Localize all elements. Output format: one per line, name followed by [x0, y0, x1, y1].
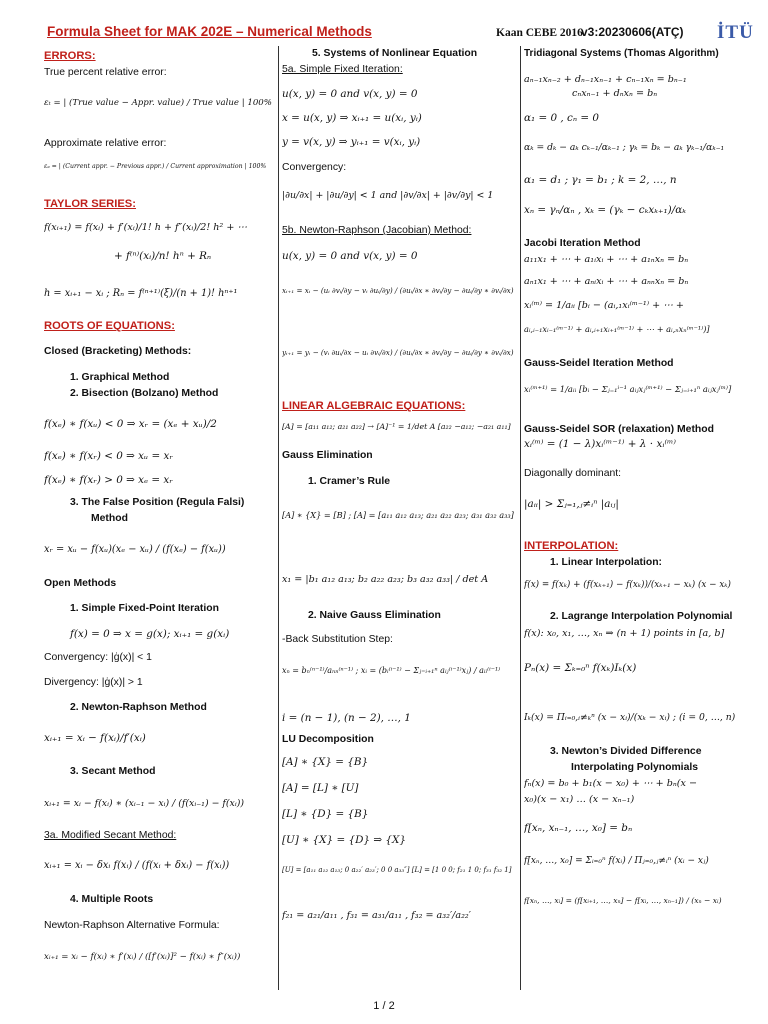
cramers-formula-1: [A] ∗ {X} = [B] ; [A] = [a₁₁ a₁₂ a₁₃; a₂₁ a₂₂ a₂₃; a₃₁ a₃₂ a₃₃]: [282, 510, 514, 520]
lu-decomposition-label: LU Decomposition: [282, 734, 374, 745]
multiple-roots-method: 4. Multiple Roots: [70, 894, 154, 905]
column-divider-1: [278, 46, 279, 990]
newton-dd-formula-5: f[xₙ, …, xᵢ] = (f[xᵢ₊₁, …, xₙ] − f[xᵢ, …, xₙ₋₁]) / (xₙ − xᵢ): [524, 896, 722, 905]
fixed-point-method: 1. Simple Fixed-Point Iteration: [70, 603, 219, 614]
thomas-formula-4: αₖ = dₖ − aₖ cₖ₋₁/αₖ₋₁ ; γₖ = bₖ − aₖ γₖ₋₁/αₖ₋₁: [524, 142, 725, 153]
page-header: [44, 24, 756, 46]
gauss-elimination-label: Gauss Elimination: [282, 450, 373, 461]
bisection-formula-3: f(xₑ) ∗ f(xᵣ) > 0 ⇒ xₑ = xᵣ: [44, 474, 173, 486]
closed-methods-label: Closed (Bracketing) Methods:: [44, 346, 192, 357]
lu-formula-6: f₂₁ = a₂₁/a₁₁ , f₃₁ = a₃₁/a₁₁ , f₃₂ = a₃₂′/a₂₂′: [282, 910, 471, 921]
interpolation-heading: INTERPOLATION:: [524, 540, 619, 552]
sor-formula: xᵢ⁽ᵐ⁾ = (1 − λ)xᵢ⁽ᵐ⁻¹⁾ + λ ⋅ xᵢ⁽ᵐ⁾: [524, 438, 676, 450]
modified-secant-label: 3a. Modified Secant Method:: [44, 830, 177, 841]
linear-equations-heading: LINEAR ALGEBRAIC EQUATIONS:: [282, 400, 466, 412]
thomas-formula-2: cₙxₙ₋₁ + dₙxₙ = bₙ: [572, 88, 658, 99]
nr-alternative-formula: xᵢ₊₁ = xᵢ − f(xᵢ) ∗ f′(xᵢ) / ([f′(xᵢ)]² − f(xᵢ) ∗ f″(xᵢ)): [44, 952, 241, 962]
column-1: [44, 48, 274, 988]
newton-raphson-jacobian-label: 5b. Newton-Raphson (Jacobian) Method:: [282, 225, 472, 236]
false-position-method-line2: Method: [91, 513, 128, 524]
newton-raphson-method: 2. Newton-Raphson Method: [70, 702, 207, 713]
back-substitution-formula: xₙ = bₙ⁽ⁿ⁻¹⁾/aₙₙ⁽ⁿ⁻¹⁾ ; xᵢ = (bᵢ⁽ⁱ⁻¹⁾ − Σⱼ₌ᵢ₊₁ⁿ aᵢⱼ⁽ⁱ⁻¹⁾xⱼ) / aᵢᵢ⁽ⁱ⁻¹⁾: [282, 666, 501, 675]
graphical-method: 1. Graphical Method: [70, 372, 170, 383]
secant-method: 3. Secant Method: [70, 766, 156, 777]
sfi-formula-2: x = u(x, y) ⇒ xᵢ₊₁ = u(xᵢ, yᵢ): [282, 112, 422, 124]
newton-dd-formula-3: f[xₙ, xₙ₋₁, …, x₀] = bₙ: [524, 822, 633, 834]
lagrange-formula-2: Pₙ(x) = Σₖ₌₀ⁿ f(xₖ)Iₖ(x): [524, 662, 637, 674]
nrj-formula-1: u(x, y) = 0 and v(x, y) = 0: [282, 250, 418, 262]
taylor-formula-3: h = xᵢ₊₁ − xᵢ ; Rₙ = f⁽ⁿ⁺¹⁾(ξ)/(n + 1)! hⁿ⁺¹: [44, 288, 238, 299]
true-error-label: True percent relative error:: [44, 67, 167, 78]
lu-formula-4: [U] ∗ {X} = {D} ⇒ {X}: [282, 834, 406, 846]
divergency-label: Divergency: |ġ(x)| > 1: [44, 677, 143, 688]
newton-dd-formula-4: f[xₙ, …, x₀] = Σᵢ₌₀ⁿ f(xᵢ) / Πⱼ₌₀,ⱼ≠ᵢⁿ (xᵢ − xⱼ): [524, 856, 709, 866]
gauss-seidel-heading: Gauss-Seidel Iteration Method: [524, 358, 674, 369]
convergency-heading: Convergency:: [282, 162, 347, 173]
false-position-formula: xᵣ = xᵤ − f(xᵤ)(xₑ − xᵤ) / (f(xₑ) − f(xᵤ)): [44, 544, 226, 555]
linear-interpolation-label: 1. Linear Interpolation:: [550, 557, 662, 568]
diagonally-dominant-formula: |aᵢᵢ| > Σⱼ₌₁,ⱼ≠ᵢⁿ |aᵢⱼ|: [524, 498, 619, 510]
thomas-formula-3: α₁ = 0 , cₙ = 0: [524, 112, 599, 124]
bisection-formula-2: f(xₑ) ∗ f(xᵣ) < 0 ⇒ xᵤ = xᵣ: [44, 450, 173, 462]
sfi-formula-1: u(x, y) = 0 and v(x, y) = 0: [282, 88, 418, 100]
roots-heading: ROOTS OF EQUATIONS:: [44, 320, 175, 332]
gauss-seidel-formula: xᵢ⁽ᵐ⁺¹⁾ = 1/aᵢᵢ [bᵢ − Σⱼ₌₁ⁱ⁻¹ aᵢⱼxⱼ⁽ᵐ⁺¹⁾ − Σⱼ₌ᵢ₊₁ⁿ aᵢⱼxⱼ⁽ᵐ⁾]: [524, 384, 732, 394]
thomas-formula-5: α₁ = d₁ ; γ₁ = b₁ ; k = 2, …, n: [524, 174, 677, 186]
convergency-formula: |∂u/∂x| + |∂u/∂y| < 1 and |∂v/∂x| + |∂v/∂y| < 1: [282, 190, 494, 201]
jacobi-formula-2: aₙ₁x₁ + ⋯ + aₙᵢxᵢ + ⋯ + aₙₙxₙ = bₙ: [524, 276, 689, 287]
false-position-method: 3. The False Position (Regula Falsi): [70, 497, 245, 508]
thomas-algorithm-heading: Tridiagonal Systems (Thomas Algorithm): [524, 48, 719, 59]
version-label: v3:20230606(ATÇ): [581, 25, 684, 39]
linear-interpolation-formula: f(x) = f(xₖ) + (f(xₖ₊₁) − f(xₖ))/(xₖ₊₁ − xₖ) (x − xₖ): [524, 580, 731, 590]
errors-heading: ERRORS:: [44, 50, 96, 62]
itu-logo: İTÜ: [717, 22, 754, 43]
column-2: [282, 48, 518, 988]
back-substitution-range: i = (n − 1), (n − 2), …, 1: [282, 712, 411, 724]
true-error-formula: εₜ = | (True value − Appr. value) / True value | 100%: [44, 98, 272, 108]
inverse-matrix-formula: [A] = [a₁₁ a₁₂; a₂₁ a₂₂] → [A]⁻¹ = 1/det A [a₂₂ −a₁₂; −a₂₁ a₁₁]: [282, 422, 511, 431]
modified-secant-formula: xᵢ₊₁ = xᵢ − δxᵢ f(xᵢ) / (f(xᵢ + δxᵢ) − f(xᵢ)): [44, 860, 230, 871]
nrj-formula-2: xᵢ₊₁ = xᵢ − (uᵢ ∂vᵢ/∂y − vᵢ ∂uᵢ/∂y) / (∂uᵢ/∂x ∗ ∂vᵢ/∂y − ∂uᵢ/∂y ∗ ∂vᵢ/∂x): [282, 286, 514, 295]
lagrange-formula-3: Iₖ(x) = Πᵢ₌₀,ᵢ≠ₖⁿ (x − xᵢ)/(xₖ − xᵢ) ; (i = 0, …, n): [524, 712, 736, 723]
column-3: [524, 48, 768, 988]
open-methods-label: Open Methods: [44, 578, 117, 589]
diagonally-dominant-label: Diagonally dominant:: [524, 468, 622, 479]
cramers-formula-2: x₁ = |b₁ a₁₂ a₁₃; b₂ a₂₂ a₂₃; b₃ a₃₂ a₃₃| / det A: [282, 574, 489, 585]
approx-error-label: Approximate relative error:: [44, 138, 167, 149]
jacobi-formula-4: aᵢ,ᵢ₋₁xᵢ₋₁⁽ᵐ⁻¹⁾ + aᵢ,ᵢ₊₁xᵢ₊₁⁽ᵐ⁻¹⁾ + ⋯ + aᵢ,ₙxₙ⁽ᵐ⁻¹⁾)]: [524, 324, 710, 334]
lu-formula-1: [A] ∗ {X} = {B}: [282, 756, 369, 768]
convergency-label: Convergency: |ġ(x)| < 1: [44, 652, 152, 663]
newton-divided-difference-label-2: Interpolating Polynomials: [571, 762, 699, 773]
taylor-formula-1: f(xᵢ₊₁) = f(xᵢ) + f′(xᵢ)/1! h + f″(xᵢ)/2! h² + ⋯: [44, 222, 248, 233]
back-substitution-label: -Back Substitution Step:: [282, 634, 393, 645]
newton-dd-formula-2: x₀)(x − x₁) … (x − xₙ₋₁): [524, 794, 635, 805]
lu-formula-3: [L] ∗ {D} = {B}: [282, 808, 369, 820]
simple-fixed-iteration-label: 5a. Simple Fixed Iteration:: [282, 64, 403, 75]
jacobi-heading: Jacobi Iteration Method: [524, 238, 641, 249]
author-label: Kaan CEBE 2016: [496, 27, 583, 39]
cramers-rule-label: 1. Cramer’s Rule: [308, 476, 391, 487]
jacobi-formula-3: xᵢ⁽ᵐ⁾ = 1/aᵢᵢ [bᵢ − (aᵢ,₁xᵢ⁽ᵐ⁻¹⁾ + ⋯ +: [524, 300, 684, 311]
lu-formula-5: [U] = [a₁₁ a₁₂ a₁₃; 0 a₂₂′ a₂₃′; 0 0 a₃₃″] [L] = [1 0 0; f₂₁ 1 0; f₃₁ f₃₂ 1]: [282, 866, 512, 874]
nonlinear-systems-heading: 5. Systems of Nonlinear Equation: [312, 48, 478, 59]
taylor-formula-2: + f⁽ⁿ⁾(xᵢ)/n! hⁿ + Rₙ: [114, 250, 212, 262]
newton-dd-formula-1: fₙ(x) = b₀ + b₁(x − x₀) + ⋯ + bₙ(x −: [524, 778, 698, 789]
page-number: 1 / 2: [373, 1000, 395, 1012]
nrj-formula-3: yᵢ₊₁ = yᵢ − (vᵢ ∂uᵢ/∂x − uᵢ ∂vᵢ/∂x) / (∂uᵢ/∂x ∗ ∂vᵢ/∂y − ∂uᵢ/∂y ∗ ∂vᵢ/∂x): [282, 348, 514, 357]
secant-formula: xᵢ₊₁ = xᵢ − f(xᵢ) ∗ (xᵢ₋₁ − xᵢ) / (f(xᵢ₋₁) − f(xᵢ)): [44, 798, 245, 809]
lu-formula-2: [A] = [L] ∗ [U]: [282, 782, 359, 794]
thomas-formula-6: xₙ = γₙ/αₙ , xₖ = (γₖ − cₖxₖ₊₁)/αₖ: [524, 204, 687, 216]
approx-error-formula: εₐ = | (Current appr. − Previous appr.) / Current approximation | 100%: [44, 163, 267, 170]
lagrange-label: 2. Lagrange Interpolation Polynomial: [550, 611, 733, 622]
taylor-heading: TAYLOR SERIES:: [44, 198, 136, 210]
sheet-title: Formula Sheet for MAK 202E – Numerical Methods: [47, 24, 372, 39]
bisection-formula-1: f(xₑ) ∗ f(xᵤ) < 0 ⇒ xᵣ = (xₑ + xᵤ)/2: [44, 418, 217, 430]
fixed-point-formula: f(x) = 0 ⇒ x = g(x); xᵢ₊₁ = g(xᵢ): [70, 628, 230, 640]
column-divider-2: [520, 46, 521, 990]
newton-raphson-formula: xᵢ₊₁ = xᵢ − f(xᵢ)/f′(xᵢ): [44, 732, 146, 744]
jacobi-formula-1: a₁₁x₁ + ⋯ + a₁ᵢxᵢ + ⋯ + a₁ₙxₙ = bₙ: [524, 254, 689, 265]
sor-heading: Gauss-Seidel SOR (relaxation) Method: [524, 424, 714, 435]
newton-divided-difference-label: 3. Newton’s Divided Difference: [550, 746, 702, 757]
bisection-method: 2. Bisection (Bolzano) Method: [70, 388, 219, 399]
lagrange-formula-1: f(x): x₀, x₁, …, xₙ ⇒ (n + 1) points in [a, b]: [524, 628, 725, 639]
naive-gauss-label: 2. Naive Gauss Elimination: [308, 610, 441, 621]
nr-alternative-label: Newton-Raphson Alternative Formula:: [44, 920, 220, 931]
sfi-formula-3: y = v(x, y) ⇒ yᵢ₊₁ = v(xᵢ, yᵢ): [282, 136, 421, 148]
thomas-formula-1: aₙ₋₁xₙ₋₂ + dₙ₋₁xₙ₋₁ + cₙ₋₁xₙ = bₙ₋₁: [524, 74, 687, 85]
